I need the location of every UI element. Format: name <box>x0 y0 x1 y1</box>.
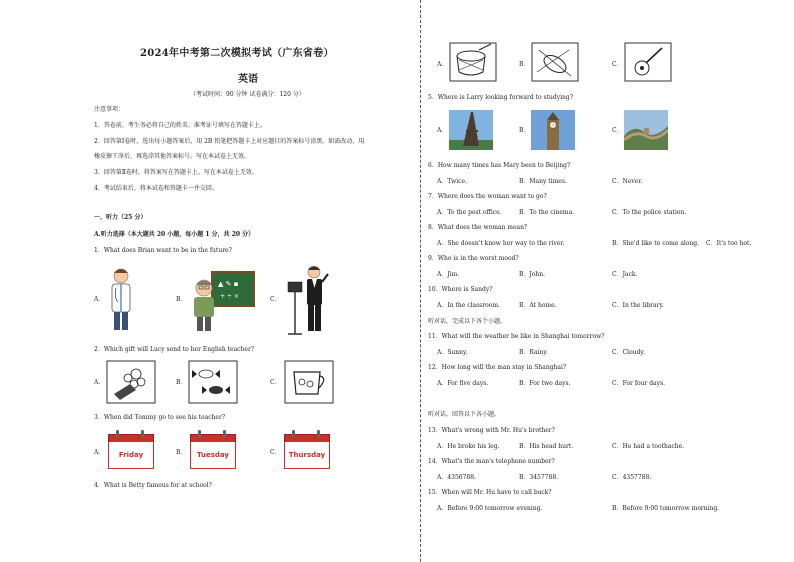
guitar-image <box>624 42 672 82</box>
option-b: B．At home. <box>519 302 557 309</box>
teacher-image <box>186 270 256 332</box>
option-c-label: C． <box>612 61 623 68</box>
question-8: 8．What does the woman mean? <box>428 224 528 231</box>
option-c: C．Never. <box>612 178 643 185</box>
question-6: 6．How many times has Mary been to Beijing? <box>428 162 571 169</box>
option-a: A．4356788. <box>437 474 476 481</box>
exam-info: （考试时间：90 分钟 试卷满分：120 分） <box>190 91 305 98</box>
option-c: C．4357788. <box>612 474 652 481</box>
calendar-day: Friday <box>118 451 144 459</box>
eiffel-tower-image <box>449 110 493 150</box>
option-b-label: B． <box>519 127 530 134</box>
option-a: A．To the post office. <box>437 209 502 216</box>
option-c: C．In the library. <box>612 302 664 309</box>
question-11: 11．What will the weather be like in Shanghai tomorrow? <box>428 333 605 340</box>
option-a: A．For five days. <box>437 380 489 387</box>
option-b: B．His head hurt. <box>519 443 574 450</box>
option-a: A．He broke his leg. <box>437 443 500 450</box>
notes-heading: 注意事项： <box>94 106 125 113</box>
option-c: C．To the police station. <box>612 209 687 216</box>
option-a-label: A． <box>94 449 105 456</box>
option-b: B．Rainy. <box>519 349 548 356</box>
calendar-day: Tuesday <box>197 451 229 459</box>
option-a: A．Sunny. <box>437 349 468 356</box>
big-ben-image <box>531 110 575 150</box>
note-item: 3．回答第Ⅱ卷时，将答案写在答题卡上。写在本试卷上无效。 <box>94 169 258 176</box>
conductor-image <box>284 262 330 336</box>
section-heading: 一、听力（25 分） <box>94 214 147 221</box>
listening-instruction: 听对话，回答以下各小题。 <box>428 411 501 418</box>
option-c: C．For four days. <box>612 380 666 387</box>
note-item: 橡皮擦干净后，再选涂其他答案标号。写在本试卷上无效。 <box>94 153 251 160</box>
option-b-label: B． <box>176 449 187 456</box>
option-c: C．He had a toothache. <box>612 443 685 450</box>
flowers-image <box>106 360 156 404</box>
option-b: B．She'd like to come along. <box>612 240 700 247</box>
note-item: 4．考试结束后，将本试卷和答题卡一并交回。 <box>94 185 218 192</box>
option-a: A．In the classroom. <box>437 302 500 309</box>
calendar-icon <box>284 430 328 470</box>
option-a-label: A． <box>437 61 448 68</box>
option-b: B．John. <box>519 271 546 278</box>
doctor-image <box>104 266 138 334</box>
option-b: B．3457788. <box>519 474 559 481</box>
calendar-day: Thursday <box>288 451 326 459</box>
question-3: 3．When did Tommy go to see his teacher? <box>94 414 226 421</box>
option-c: C．Cloudy. <box>612 349 645 356</box>
option-a-label: A． <box>94 296 105 303</box>
option-b: B．For two days. <box>519 380 571 387</box>
calendar-icon <box>190 430 234 470</box>
exam-title: 2024年中考第二次模拟考试（广东省卷） <box>140 48 334 59</box>
option-b-label: B． <box>176 379 187 386</box>
question-1: 1．What does Brian want to be in the future? <box>94 247 232 254</box>
option-b-label: B． <box>176 296 187 303</box>
question-10: 10．Where is Sandy? <box>428 286 493 293</box>
listening-instruction: 听对话，完成以下各个小题。 <box>428 318 507 325</box>
svg-text:+ ÷ ×: + ÷ × <box>220 293 239 300</box>
page-divider <box>420 0 421 562</box>
option-c-label: C． <box>270 449 281 456</box>
option-a-label: A． <box>94 379 105 386</box>
candy-image <box>188 360 238 404</box>
option-a: A．Before 9:00 tomorrow evening. <box>437 505 543 512</box>
option-a: A．Jim. <box>437 271 460 278</box>
cup-image <box>284 360 334 404</box>
option-c-label: C． <box>612 127 623 134</box>
question-2: 2．Which gift will Lucy send to her English teacher? <box>94 346 255 353</box>
option-c-label: C． <box>270 379 281 386</box>
question-9: 9．Who is in the worst mood? <box>428 255 519 262</box>
svg-text:▲ ✎ ▪: ▲ ✎ ▪ <box>218 280 239 288</box>
option-c: C．Jack. <box>612 271 638 278</box>
note-item: 1．答卷前，考生务必将自己的姓名、准考证号填写在答题卡上。 <box>94 122 266 129</box>
question-4: 4．What is Betty famous for at school? <box>94 482 212 489</box>
question-12: 12．How long will the man stay in Shanghai? <box>428 364 567 371</box>
part-a-heading: A.听力选择（本大题共 20 小题，每小题 1 分，共 20 分） <box>94 231 255 238</box>
option-b-label: B． <box>519 61 530 68</box>
option-b: B．To the cinema. <box>519 209 575 216</box>
question-14: 14．What's the man's telephone number? <box>428 458 555 465</box>
question-13: 13．What's wrong with Mr. Hu's brother? <box>428 427 555 434</box>
great-wall-image <box>624 110 668 150</box>
drum-image <box>449 42 497 82</box>
calendar-icon <box>108 430 152 470</box>
option-b: B．Many times. <box>519 178 567 185</box>
subject-title: 英语 <box>238 74 258 85</box>
option-a: A．Twice. <box>437 178 467 185</box>
question-15: 15．When will Mr. Hu have to call back? <box>428 489 552 496</box>
option-c-label: C． <box>270 296 281 303</box>
question-7: 7．Where does the woman want to go? <box>428 193 547 200</box>
note-item: 2．回答第Ⅰ卷时，选出每小题答案后，用 2B 铅笔把答题卡上对应题目的答案标号涂黑。如需改动，用 <box>94 138 365 145</box>
option-a: A．She doesn't know her way to the river. <box>437 240 565 247</box>
violin-image <box>531 42 579 82</box>
option-c: C．It's too hot. <box>706 240 752 247</box>
question-5: 5．Where is Larry looking forward to studying? <box>428 94 573 101</box>
option-b: B．Before 9:00 tomorrow morning. <box>612 505 720 512</box>
option-a-label: A． <box>437 127 448 134</box>
